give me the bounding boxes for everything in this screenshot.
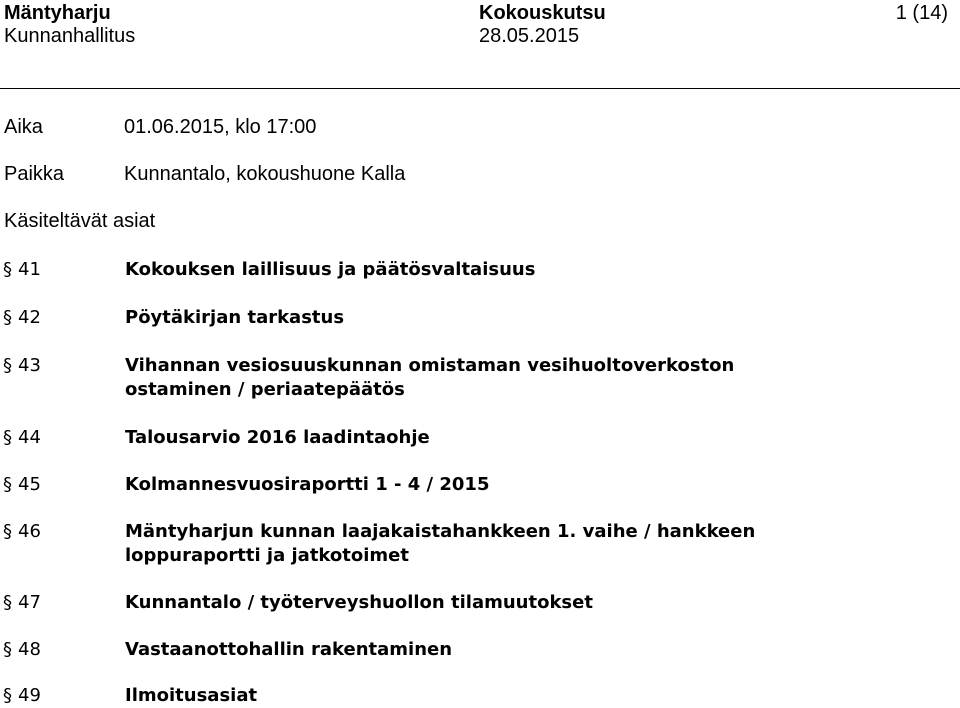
agenda-item-number xyxy=(3,591,41,615)
header-divider xyxy=(0,88,960,89)
agenda-item-number xyxy=(3,354,41,378)
agenda-item-title: Kunnantalo / työterveyshuollon tilamuutokset xyxy=(125,592,593,613)
agenda-item-number xyxy=(3,258,41,282)
meeting-place-label: Paikka xyxy=(4,163,65,185)
organization-name: Mäntyharju xyxy=(4,2,111,24)
agenda-item-number-value: 45 xyxy=(18,474,41,495)
section-sign: § xyxy=(3,639,12,660)
agenda-item-title: Talousarvio 2016 laadintaohje xyxy=(125,427,430,448)
agenda-item-title: Vihannan vesiosuuskunnan omistaman vesihuoltoverkoston ostaminen / periaatepäätös xyxy=(125,355,735,400)
meeting-place-value: Kunnantalo, kokoushuone Kalla xyxy=(124,163,406,185)
section-sign: § xyxy=(3,307,12,328)
meeting-time-value: 01.06.2015, klo 17:00 xyxy=(124,116,317,138)
section-sign: § xyxy=(3,685,12,706)
agenda-item-title: Kolmannesvuosiraportti 1 - 4 / 2015 xyxy=(125,474,490,495)
agenda-item-number xyxy=(3,473,41,497)
section-sign: § xyxy=(3,355,12,376)
section-sign: § xyxy=(3,521,12,542)
agenda-item-title: Kokouksen laillisuus ja päätösvaltaisuus xyxy=(125,259,536,280)
agenda-item-number xyxy=(3,638,41,662)
agenda-item-number-value: 41 xyxy=(18,259,41,280)
section-sign: § xyxy=(3,259,12,280)
document-type: Kokouskutsu xyxy=(479,2,606,24)
agenda-item-number xyxy=(3,306,41,330)
agenda-item-number xyxy=(3,684,41,708)
section-sign: § xyxy=(3,474,12,495)
meeting-time-label: Aika xyxy=(4,116,43,138)
agenda-item-title: Pöytäkirjan tarkastus xyxy=(125,307,345,328)
agenda-item-number-value: 46 xyxy=(18,521,41,542)
document-header xyxy=(0,0,960,60)
agenda-item-title: Mäntyharjun kunnan laajakaistahankkeen 1. vaihe / hankkeen loppuraportti ja jatkotoimet xyxy=(125,521,756,566)
section-sign: § xyxy=(3,592,12,613)
agenda-item-number-value: 48 xyxy=(18,639,41,660)
agenda-item-title: Vastaanottohallin rakentaminen xyxy=(125,639,453,660)
agenda-item-title: Ilmoitusasiat xyxy=(125,685,258,706)
agenda-item-number-value: 44 xyxy=(18,427,41,448)
governing-body: Kunnanhallitus xyxy=(4,25,136,47)
document-date: 28.05.2015 xyxy=(479,25,580,47)
agenda-item-number-value: 49 xyxy=(18,685,41,706)
agenda-item-number-value: 43 xyxy=(18,355,41,376)
page-number: 1 (14) xyxy=(895,2,948,24)
agenda-item-number xyxy=(3,426,41,450)
agenda-item-number-value: 47 xyxy=(18,592,41,613)
agenda-item-number-value: 42 xyxy=(18,307,41,328)
agenda-heading: Käsiteltävät asiat xyxy=(4,210,156,232)
section-sign: § xyxy=(3,427,12,448)
agenda-item-number xyxy=(3,520,41,544)
